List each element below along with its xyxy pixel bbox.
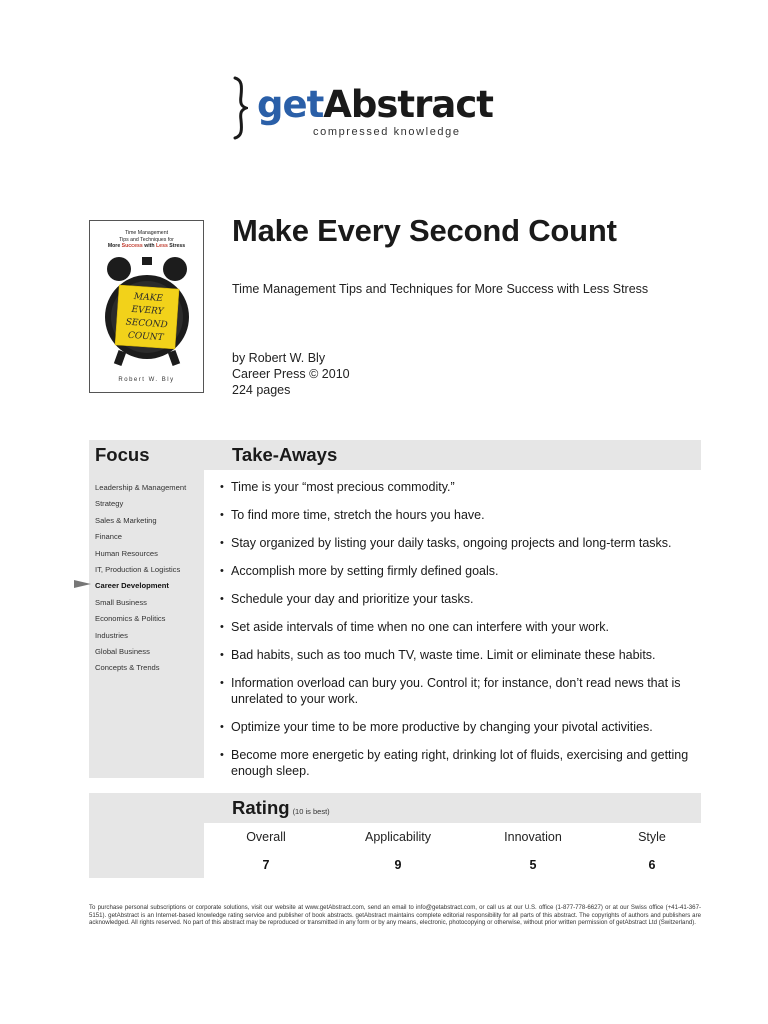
book-subtitle: Time Management Tips and Techniques for More Success with Less Stress: [232, 282, 649, 296]
brace-logo-icon: [232, 76, 248, 140]
book-title: Make Every Second Count: [232, 213, 617, 248]
logo-wordmark: [257, 83, 493, 126]
cover-word: with: [144, 243, 155, 250]
rating-label: Style: [638, 830, 666, 844]
book-pages: 224 pages: [232, 383, 291, 397]
focus-item: Strategy: [95, 499, 124, 509]
getabstract-logo: [230, 76, 493, 140]
rating-overall: [206, 830, 326, 872]
book-author: by Robert W. Bly: [232, 351, 326, 365]
focus-item: Global Business: [95, 647, 150, 657]
takeaway-item: • Set aside intervals of time when no one can interfere with your work.: [220, 619, 700, 635]
cover-word: Success: [121, 243, 143, 250]
focus-list: [95, 480, 186, 677]
rating-style: [592, 830, 712, 872]
focus-item: Small Business: [95, 597, 147, 607]
cover-word: Less: [156, 243, 168, 250]
focus-item: Economics & Politics: [95, 614, 166, 624]
takeaways-heading: Take-Aways: [232, 444, 338, 465]
takeaway-item: • To find more time, stretch the hours you have.: [220, 507, 700, 523]
rating-title: Rating: [232, 797, 290, 818]
focus-item: Human Resources: [95, 548, 158, 558]
book-meta: [232, 350, 350, 398]
takeaway-item: • Stay organized by listing your daily tasks, ongoing projects and long-term tasks.: [220, 535, 700, 551]
rating-label: Innovation: [504, 830, 562, 844]
takeaway-item: • Information overload can bury you. Control it; for instance, don’t read news that is unrelated to your work.: [220, 675, 700, 707]
focus-item: Finance: [95, 532, 123, 542]
cover-subtitle: [96, 230, 197, 250]
takeaway-item: • Accomplish more by setting firmly defined goals.: [220, 563, 700, 579]
takeaway-item: • Schedule your day and prioritize your tasks.: [220, 591, 700, 607]
rating-value: 6: [648, 858, 656, 872]
cover-author: Robert W. Bly: [118, 377, 175, 383]
takeaway-item: • Optimize your time to be more productive by changing your pivotal activities.: [220, 719, 700, 735]
rating-value: 5: [529, 858, 537, 872]
focus-pointer-arrow-icon: [74, 580, 91, 588]
alarm-clock-illustration: [104, 255, 190, 373]
rating-value: 7: [262, 858, 270, 872]
focus-item: Industries: [95, 630, 128, 640]
rating-side-panel: [89, 793, 204, 878]
cover-subtitle-line: [96, 243, 197, 250]
note-line: EVERY: [131, 304, 164, 318]
takeaway-item: • Time is your “most precious commodity.”: [220, 479, 700, 495]
note-line: COUNT: [127, 330, 164, 344]
rating-applicability: [338, 830, 458, 872]
book-cover: [89, 220, 204, 393]
cover-subtitle-line: Time Management: [124, 230, 169, 236]
logo-get: get: [257, 83, 324, 126]
takeaways-list: [220, 479, 700, 791]
book-publisher: Career Press © 2010: [232, 367, 350, 381]
rating-label: Overall: [246, 830, 286, 844]
logo-tagline: compressed knowledge: [313, 126, 461, 138]
footer-legal-text: To purchase personal subscriptions or corporate solutions, visit our website at www.getAbstract.com, send an email to info@getabstract.com, or call us at our U.S. office (1-877-778-6627) or at our Swiss office (+41-41-367-5151). getAbstract is an Internet-based knowledge rating service and publisher of book abstracts. getAbstract maintains complete editorial responsibility for all parts of this abstract. The copyrights of authors and publishers are acknowledged. All rights reserved. No part of this abstract may be reproduced or transmitted in any form or by any means, electronic, photocopying or otherwise, without prior written permission of getAbstract Ltd (Switzerland).: [89, 904, 701, 927]
note-line: SECOND: [125, 317, 168, 331]
cover-word: More: [107, 243, 121, 250]
rating-innovation: [473, 830, 593, 872]
focus-item: Concepts & Trends: [95, 663, 160, 673]
cover-subtitle-line: Tips and Techniques for: [119, 236, 174, 243]
cover-word: Stress: [169, 243, 186, 250]
focus-heading: Focus: [95, 444, 150, 465]
focus-item-active: Career Development: [95, 581, 169, 591]
focus-item: IT, Production & Logistics: [95, 565, 181, 575]
logo-abstract: Abstract: [323, 83, 493, 126]
takeaway-item: • Bad habits, such as too much TV, waste time. Limit or eliminate these habits.: [220, 647, 700, 663]
note-line: MAKE: [133, 292, 164, 305]
takeaway-item: • Become more energetic by eating right, drinking lot of fluids, exercising and getting enough sleep.: [220, 747, 700, 779]
rating-heading: [232, 797, 330, 819]
rating-label: Applicability: [364, 830, 431, 844]
rating-value: 9: [394, 858, 402, 872]
focus-item: Leadership & Management: [95, 483, 187, 492]
rating-scale-note: (10 is best): [292, 807, 330, 816]
focus-item: Sales & Marketing: [95, 515, 157, 525]
